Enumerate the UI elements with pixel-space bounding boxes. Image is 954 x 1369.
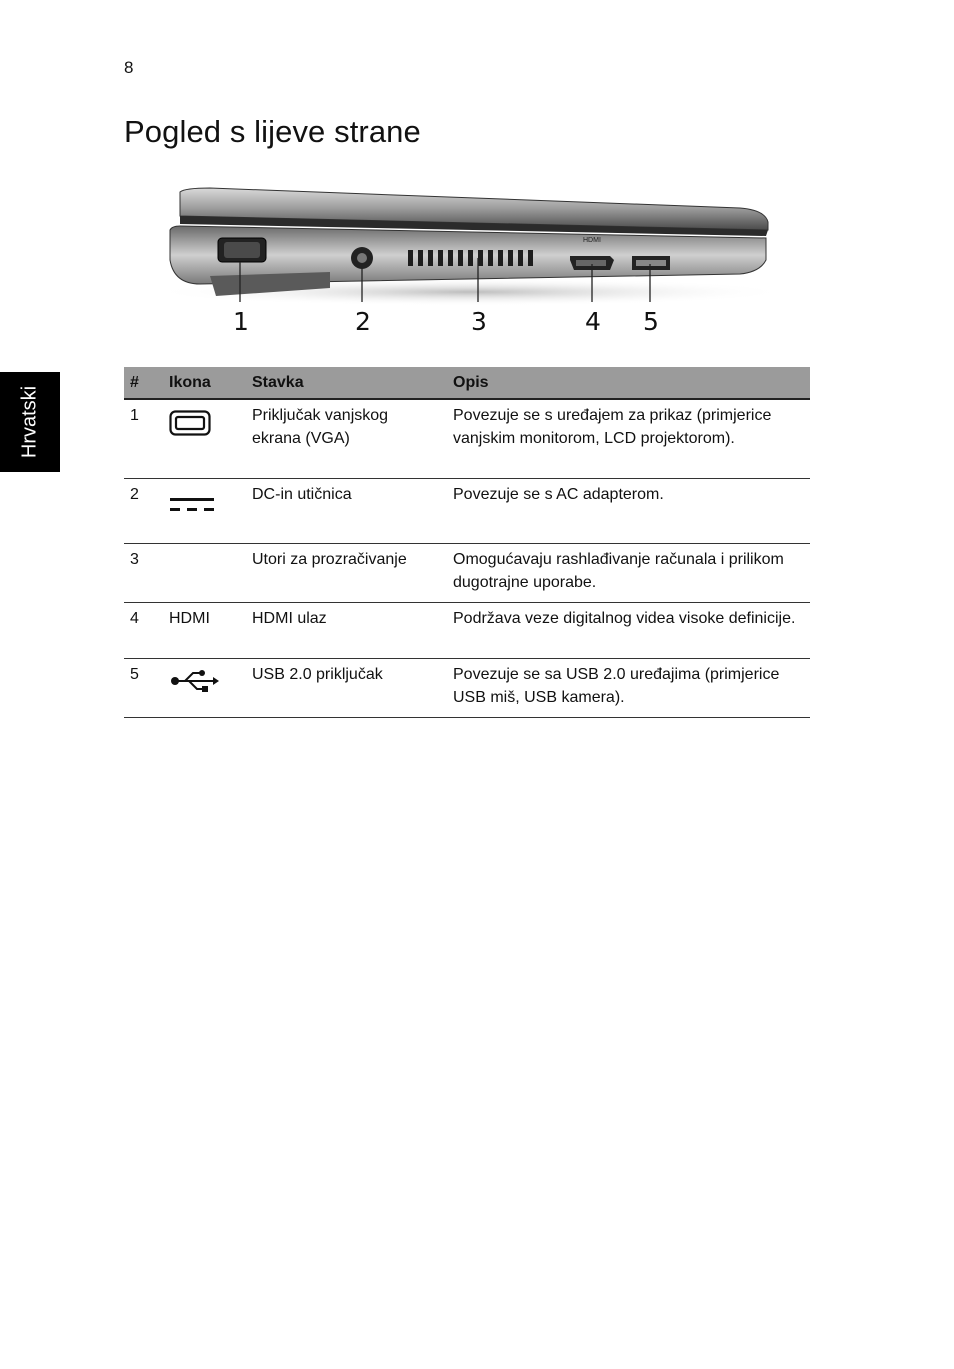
callout-1: 1 [233,307,249,336]
language-tab-label: Hrvatski [18,385,41,459]
table-header-row [124,367,810,399]
vga-icon [169,410,211,436]
callout-5: 5 [643,307,659,336]
row-num: 1 [124,399,163,479]
header-item: Stavka [246,367,447,399]
header-desc: Opis [447,367,810,399]
table-row [124,659,810,718]
row-item: Utori za prozračivanje [246,544,447,603]
row-num: 5 [124,659,163,718]
table-row [124,603,810,659]
header-icon: Ikona [163,367,246,399]
table-row [124,479,810,544]
row-item: Priključak vanjskog ekrana (VGA) [246,399,447,479]
laptop-side-illustration [140,180,800,340]
callout-2: 2 [355,307,371,336]
usb-icon [169,669,219,693]
row-icon-cell [163,659,246,718]
row-icon-text: HDMI [163,603,246,659]
table-row [124,399,810,479]
row-item: DC-in utičnica [246,479,447,544]
row-num: 3 [124,544,163,603]
callout-4: 4 [585,307,601,336]
callout-3: 3 [471,307,487,336]
row-item: USB 2.0 priključak [246,659,447,718]
ports-table [124,367,810,718]
row-icon-cell [163,544,246,603]
row-icon-cell [163,399,246,479]
dc-in-icon [169,495,215,515]
header-num: # [124,367,163,399]
row-icon-cell [163,479,246,544]
row-item: HDMI ulaz [246,603,447,659]
language-tab [0,372,60,472]
row-desc: Povezuje se s uređajem za prikaz (primjerice vanjskim monitorom, LCD projektorom). [447,399,810,479]
row-num: 2 [124,479,163,544]
row-desc: Podržava veze digitalnog videa visoke definicije. [447,603,810,659]
row-desc: Omogućavaju rashlađivanje računala i prilikom dugotrajne uporabe. [447,544,810,603]
page-title: Pogled s lijeve strane [124,114,421,149]
row-desc: Povezuje se s AC adapterom. [447,479,810,544]
laptop-side-figure [140,180,800,340]
row-num: 4 [124,603,163,659]
row-desc: Povezuje se sa USB 2.0 uređajima (primjerice USB miš, USB kamera). [447,659,810,718]
page-number: 8 [124,58,134,77]
table-row [124,544,810,603]
hdmi-port-label: HDMI [583,237,601,244]
